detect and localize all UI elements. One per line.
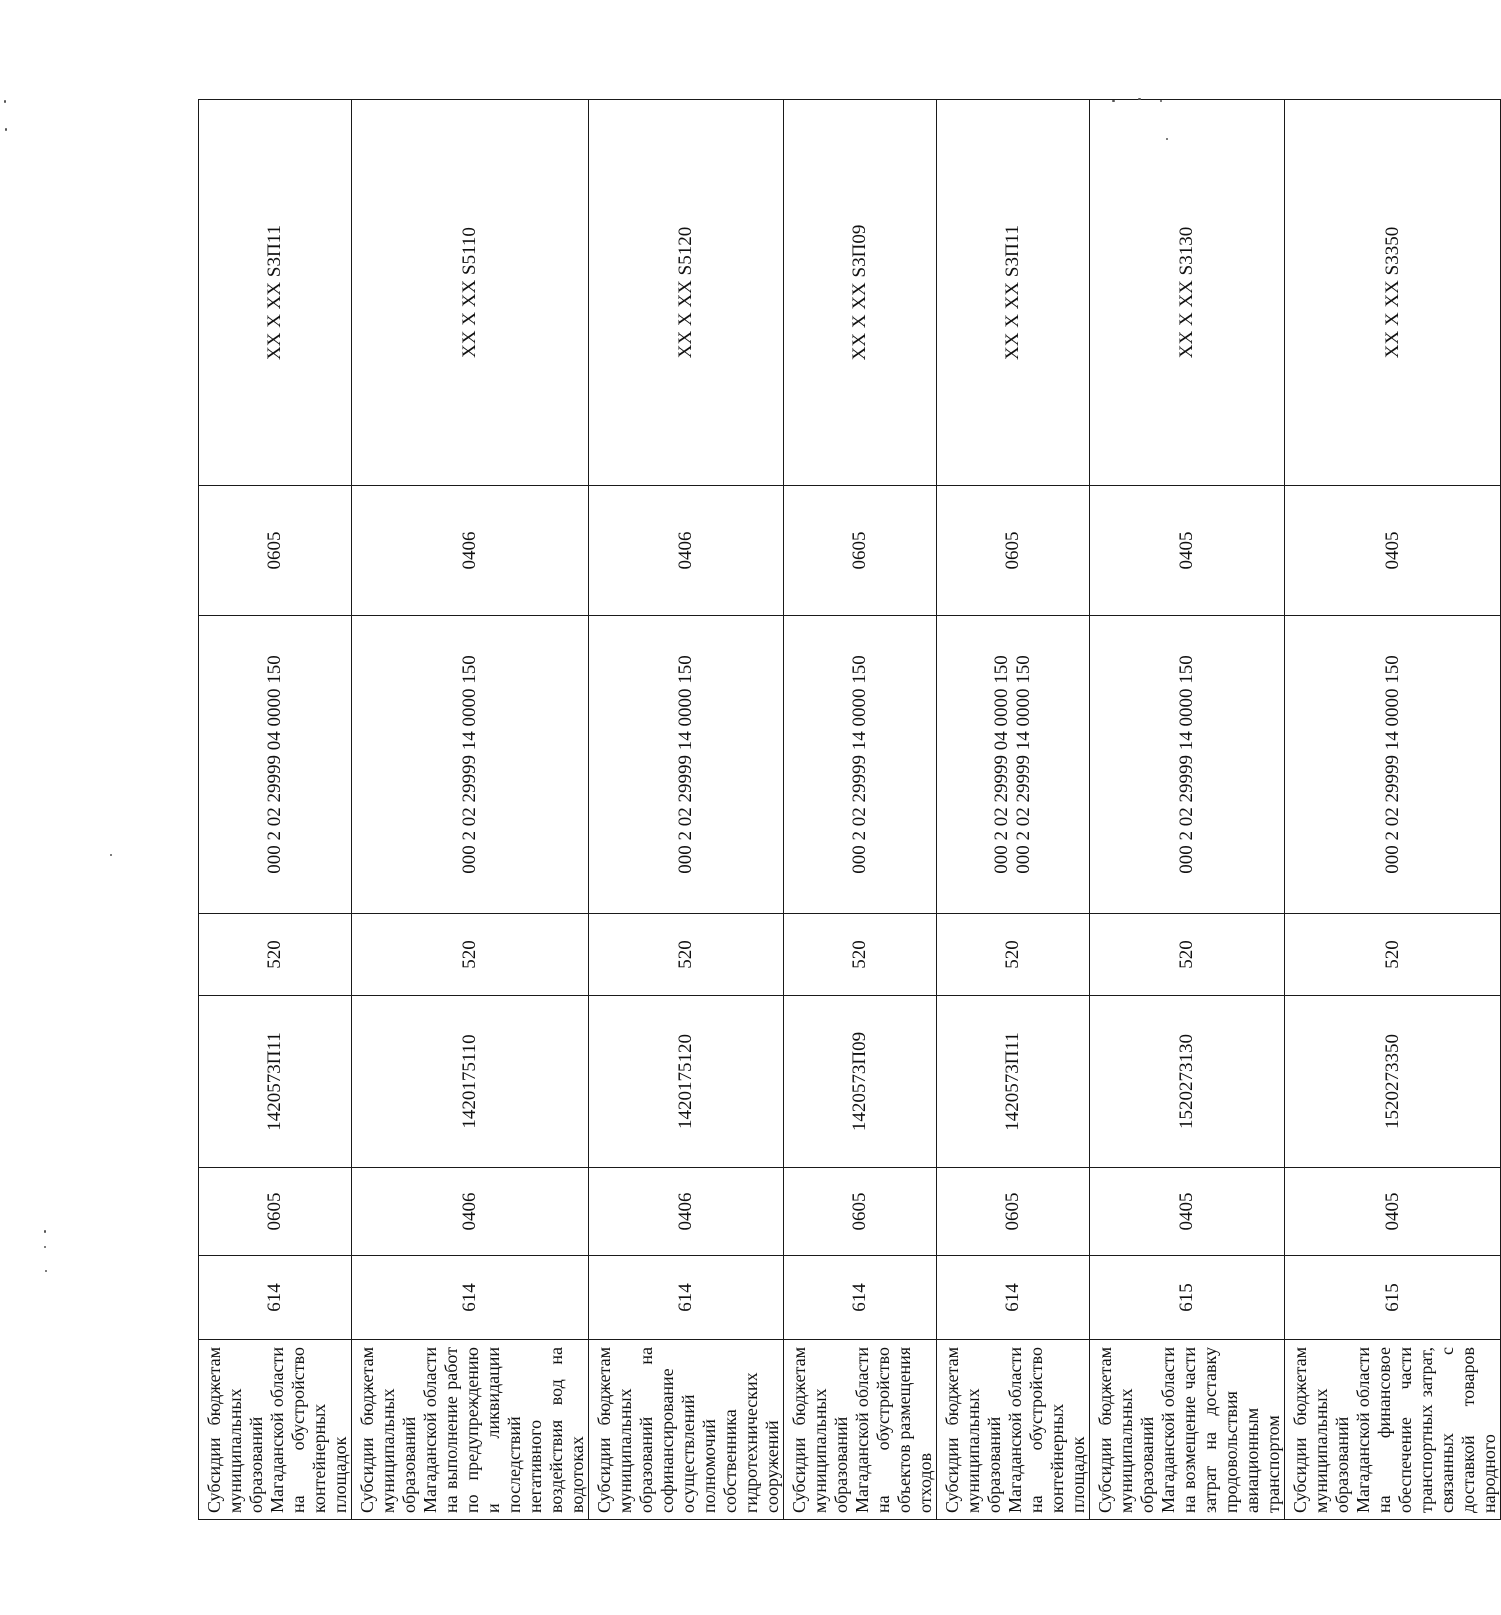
- municipal-target-article-cell: XX X XX S5110: [352, 100, 589, 486]
- municipal-target-article-cell: XX X XX S5120: [589, 100, 784, 486]
- section-code-municipal-cell: 0605: [199, 486, 352, 616]
- scan-noise: [44, 1246, 46, 1248]
- scan-noise: [4, 100, 6, 103]
- expense-type-cell: 520: [784, 914, 937, 996]
- revenue-code-cell: [589, 616, 784, 914]
- subsidy-description-cell: Субсидии бюджетам муниципальных образований Магаданской области на возмещение части затрат на доставку продовольствия авиационным транспортом: [1090, 1340, 1285, 1520]
- section-code-cell: 0406: [352, 1168, 589, 1256]
- revenue-code-line: 000 2 02 29999 04 0000 150: [264, 655, 285, 874]
- subsidy-description-cell: Субсидии бюджетам муниципальных образований Магаданской области на обустройство объектов размещения отходов: [784, 1340, 937, 1520]
- revenue-code-line: 000 2 02 29999 14 0000 150: [1176, 655, 1197, 874]
- target-article-cell: 1520273130: [1090, 996, 1285, 1168]
- municipal-target-article-cell: XX X XX S3П09: [784, 100, 937, 486]
- revenue-code-cell: [352, 616, 589, 914]
- expense-type-cell: 520: [1090, 914, 1285, 996]
- scan-noise: [110, 854, 112, 856]
- section-code-cell: 0406: [589, 1168, 784, 1256]
- target-article-cell: 1420175110: [352, 996, 589, 1168]
- rotated-table-container: [198, 100, 1499, 1520]
- revenue-code-cell: [1285, 616, 1501, 914]
- admin-code-cell: 615: [1090, 1256, 1285, 1340]
- section-code-cell: 0405: [1090, 1168, 1285, 1256]
- section-code-municipal-cell: 0405: [1090, 486, 1285, 616]
- section-code-cell: 0405: [1285, 1168, 1501, 1256]
- expense-type-cell: 520: [352, 914, 589, 996]
- target-article-cell: 1520273350: [1285, 996, 1501, 1168]
- municipal-target-article-cell: XX X XX S3350: [1285, 100, 1501, 486]
- target-article-cell: 1420573П11: [937, 996, 1090, 1168]
- table-row: [937, 100, 1090, 1520]
- scan-noise: [1112, 100, 1115, 102]
- table-row: [1090, 100, 1285, 1520]
- subsidy-description-cell: Субсидии бюджетам муниципальных образований Магаданской области на финансовое обеспечение части транспортных затрат, связанных с доставкой товаров народного: [1285, 1340, 1501, 1520]
- revenue-code-cell: [937, 616, 1090, 914]
- admin-code-cell: 614: [784, 1256, 937, 1340]
- subsidy-description-cell: Субсидии бюджетам муниципальных образований на софинансирование осуществлений полномочий собственника гидротехнических сооружений: [589, 1340, 784, 1520]
- scan-noise: [1160, 100, 1162, 102]
- section-code-municipal-cell: 0405: [1285, 486, 1501, 616]
- revenue-code-line: 000 2 02 29999 14 0000 150: [1381, 655, 1403, 874]
- table-row: [589, 100, 784, 1520]
- table-row: [1285, 100, 1501, 1520]
- admin-code-cell: 614: [199, 1256, 352, 1340]
- admin-code-cell: 614: [589, 1256, 784, 1340]
- table-row: [352, 100, 589, 1520]
- revenue-code-line: 000 2 02 29999 14 0000 150: [1013, 655, 1034, 874]
- expense-type-cell: 520: [589, 914, 784, 996]
- target-article-cell: 1420573П09: [784, 996, 937, 1168]
- subsidy-description-cell: Субсидии бюджетам муниципальных образований Магаданской области на обустройство контейнерных площадок: [937, 1340, 1090, 1520]
- municipal-target-article-cell: XX X XX S3П11: [937, 100, 1090, 486]
- subsidy-table: [198, 99, 1501, 1520]
- expense-type-cell: 520: [937, 914, 1090, 996]
- section-code-cell: 0605: [937, 1168, 1090, 1256]
- section-code-municipal-cell: 0605: [937, 486, 1090, 616]
- subsidy-description-cell: Субсидии бюджетам муниципальных образований Магаданской области на выполнение работ по предупреждению и ликвидации последствий негативного воздействия вод на водотоках: [352, 1340, 589, 1520]
- scan-noise: [1166, 138, 1168, 140]
- section-code-cell: 0605: [199, 1168, 352, 1256]
- scan-noise: [5, 128, 7, 131]
- admin-code-cell: 614: [352, 1256, 589, 1340]
- revenue-code-line: 000 2 02 29999 14 0000 150: [459, 655, 480, 874]
- admin-code-cell: 614: [937, 1256, 1090, 1340]
- scan-noise: [45, 1270, 47, 1272]
- scan-noise: [1138, 98, 1141, 100]
- expense-type-cell: 520: [199, 914, 352, 996]
- municipal-target-article-cell: XX X XX S3П11: [199, 100, 352, 486]
- municipal-target-article-cell: XX X XX S3130: [1090, 100, 1285, 486]
- admin-code-cell: 615: [1285, 1256, 1501, 1340]
- revenue-code-line: 000 2 02 29999 14 0000 150: [849, 655, 870, 874]
- section-code-municipal-cell: 0406: [352, 486, 589, 616]
- revenue-code-line: 000 2 02 29999 04 0000 150: [991, 655, 1012, 874]
- target-article-cell: 1420175120: [589, 996, 784, 1168]
- section-code-municipal-cell: 0406: [589, 486, 784, 616]
- scan-noise: [44, 1230, 46, 1233]
- section-code-municipal-cell: 0605: [784, 486, 937, 616]
- table-row: [784, 100, 937, 1520]
- expense-type-cell: 520: [1285, 914, 1501, 996]
- revenue-code-cell: [784, 616, 937, 914]
- table-row: [199, 100, 352, 1520]
- revenue-code-cell: [199, 616, 352, 914]
- revenue-code-line: 000 2 02 29999 14 0000 150: [675, 655, 696, 874]
- subsidy-description-cell: Субсидии бюджетам муниципальных образований Магаданской области на обустройство контейнерных площадок: [199, 1340, 352, 1520]
- revenue-code-cell: [1090, 616, 1285, 914]
- target-article-cell: 1420573П11: [199, 996, 352, 1168]
- section-code-cell: 0605: [784, 1168, 937, 1256]
